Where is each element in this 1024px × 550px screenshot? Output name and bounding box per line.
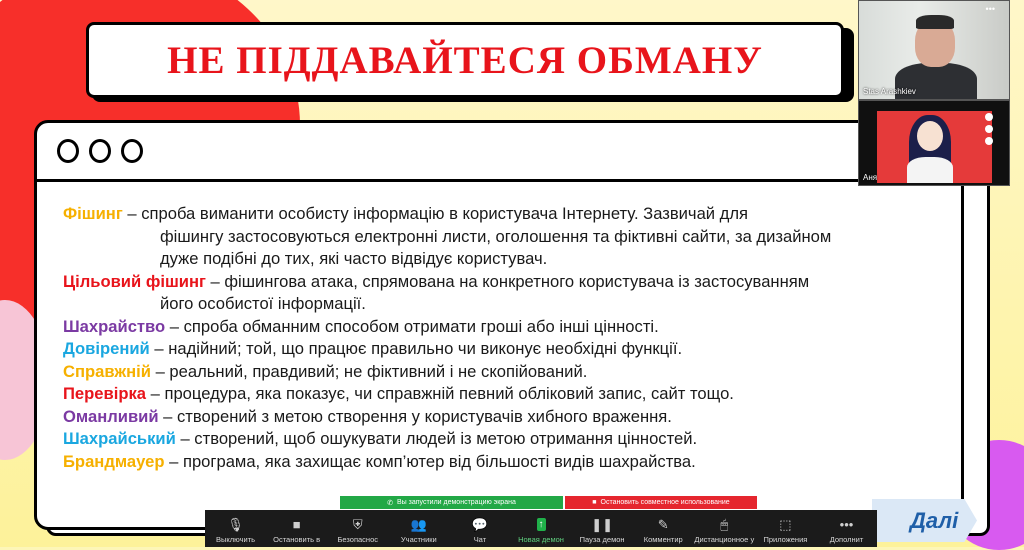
definition-term: Довірений (63, 339, 150, 358)
definition-text: – спроба виманити особисту інформацію в користувача Інтернету. Зазвичай для (122, 204, 749, 223)
definition-term: Оманливий (63, 406, 159, 426)
definition-line (63, 248, 943, 271)
pencil-icon: ✎ (657, 517, 669, 532)
participants-label: Участники (400, 535, 437, 544)
chat-label: Чат (473, 535, 487, 544)
security-button[interactable] (327, 518, 388, 547)
definition-text: – спроба обманним способом отримати гроші або інші цінності. (165, 316, 659, 336)
people-icon: 👥 (410, 517, 427, 532)
card-header (37, 123, 961, 182)
definitions-list (63, 203, 943, 473)
video-tile-participant2[interactable] (858, 100, 1010, 186)
definition-text: – надійний; той, що працює правильно чи виконує необхідні функції. (149, 339, 683, 358)
reaction-icon (985, 113, 993, 121)
slide-title: НЕ ПІДДАВАЙТЕСЯ ОБМАНУ (167, 38, 763, 82)
definition-term: Шахрайство (63, 316, 166, 336)
camera-icon: ■ (292, 517, 301, 532)
definition-text: – процедура, яка показує, чи справжній певний обліковий запис, сайт тощо. (146, 384, 734, 403)
chat-icon: 💬 (471, 517, 489, 532)
new-share-button[interactable] (510, 518, 571, 547)
window-dot-icon (121, 139, 143, 163)
participant-name: Stas Arashkiev (863, 87, 916, 96)
remote-control-label: Дистанционное у (694, 535, 755, 544)
window-dot-icon (57, 139, 79, 163)
remote-control-button[interactable] (694, 518, 755, 547)
reaction-icon (985, 125, 993, 133)
definition-text: дуже подібні до тих, які часто відвідує користувач. (160, 249, 548, 268)
definition-line (63, 451, 943, 474)
definition-text: – створений з метою створення у користувачів хибного враження. (158, 406, 672, 426)
more-label: Дополнит (829, 535, 864, 544)
video-tile-participant1[interactable] (858, 0, 1010, 100)
definition-term: Справжній (63, 361, 151, 381)
definition-line (63, 203, 943, 226)
definition-line (63, 293, 943, 316)
definition-line (63, 406, 943, 429)
mute-button[interactable] (205, 518, 266, 547)
shield-icon: ⛨ (352, 517, 363, 532)
phone-icon: ✆ (387, 499, 393, 507)
annotate-button[interactable] (633, 518, 694, 547)
apps-icon: ⬚ (779, 517, 792, 532)
window-dot-icon (89, 139, 111, 163)
stop-icon: ■ (592, 499, 597, 506)
video-button[interactable] (266, 518, 327, 547)
definition-text: фішингу застосовуються електронні листи, оголошення та фіктивні сайти, за дизайном (160, 226, 832, 246)
participant-hair (916, 15, 954, 29)
more-icon: ••• (839, 517, 854, 532)
definition-term: Брандмауер (63, 451, 165, 471)
avatar-shirt (907, 157, 953, 183)
definitions-card (34, 120, 964, 530)
definition-line (63, 338, 943, 361)
stop-share-label: Остановить совместное использование (600, 499, 730, 506)
definition-term: Перевірка (63, 384, 147, 403)
definition-line (63, 316, 943, 339)
mouse-icon: 🖱 (720, 517, 729, 532)
definition-line (63, 383, 943, 406)
definition-term: Цільовий фішинг (63, 271, 206, 291)
participant-name: Аня (863, 173, 878, 182)
reaction-icon (985, 137, 993, 145)
sharing-status-banner (340, 496, 563, 509)
avatar-face (917, 121, 943, 151)
video-menu-icon[interactable]: ••• (985, 4, 995, 14)
definition-line (63, 428, 943, 451)
apps-button[interactable] (755, 518, 816, 547)
pause-share-button[interactable] (572, 518, 633, 547)
next-label: Далі (910, 508, 959, 533)
pause-share-label: Пауза демон (579, 535, 625, 544)
next-slide-button[interactable] (872, 499, 977, 542)
sharing-status-text: Вы запустили демонстрацию экрана (397, 499, 516, 506)
definition-text: його особистої інформації. (160, 294, 366, 313)
definition-text: – реальний, правдивий; не фіктивний і не скопійований. (150, 361, 588, 381)
new-share-label: Новая демон (518, 535, 564, 544)
participants-button[interactable] (388, 518, 449, 547)
mute-label: Выключить (216, 535, 256, 544)
definition-line (63, 361, 943, 384)
more-button[interactable] (816, 518, 877, 547)
annotate-label: Комментир (643, 535, 683, 544)
definition-text: – програма, яка захищає комп’ютер від більшості видів шахрайства. (164, 451, 696, 471)
title-box (86, 22, 844, 98)
share-up-icon: ↑ (538, 519, 544, 530)
chat-button[interactable] (449, 518, 510, 547)
security-label: Безопаснос (337, 535, 378, 544)
definition-text: – створений, щоб ошукувати людей із метою отримання цінностей. (175, 429, 698, 448)
definition-term: Шахрайський (63, 429, 176, 448)
meeting-toolbar (205, 510, 877, 547)
pause-icon: ❚❚ (591, 517, 613, 532)
definition-line (63, 271, 943, 294)
definition-term: Фішинг (63, 204, 123, 223)
stop-share-button[interactable] (565, 496, 757, 509)
definition-line (63, 226, 943, 249)
video-label: Остановить в (273, 535, 321, 544)
definition-text: – фішингова атака, спрямована на конкретного користувача із застосуванням (205, 271, 810, 291)
mic-icon: 🎙 (227, 517, 244, 532)
apps-label: Приложения (763, 535, 808, 544)
